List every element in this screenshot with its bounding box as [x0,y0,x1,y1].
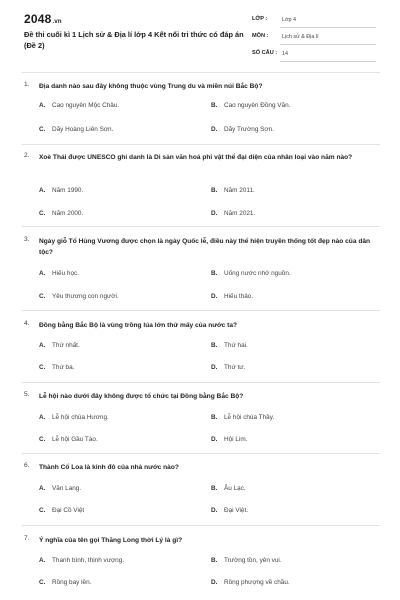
option-text: Rồng bay lên. [52,579,92,586]
option-text: Văn Lang. [52,485,82,492]
option-b[interactable] [211,414,274,421]
question-number: 2. [24,152,30,159]
option-text: Lễ hội chùa Hương. [52,414,109,421]
option-c[interactable] [39,126,113,133]
option-letter: D. [211,210,218,217]
option-text: Đại Cồ Việt [52,507,85,514]
option-letter: B. [211,270,218,277]
option-text: Cao nguyên Mộc Châu. [52,102,120,109]
option-b[interactable] [211,102,290,109]
option-a[interactable] [39,102,119,109]
option-letter: A. [39,102,46,109]
option-letter: B. [211,102,218,109]
question-number: 4. [24,320,30,327]
option-text: Năm 2011. [224,187,255,194]
question-number: 1. [24,81,30,88]
question-4 [24,320,380,382]
option-a[interactable] [39,414,109,421]
question-text: Ngày giỗ Tổ Hùng Vương được chọn là ngày Quốc lễ, điều này thể hiện truyền thống tốt đẹp nào của dân tộc? [39,238,371,256]
divider [22,144,380,145]
option-c[interactable] [39,293,119,300]
question-text: Thành Cổ Loa là kinh đô của nhà nước nào? [39,464,179,471]
question-text: Lễ hội nào dưới đây không được tổ chức tại Đồng bằng Bắc Bộ? [39,393,244,400]
option-letter: A. [39,342,46,349]
option-letter: C. [39,126,46,133]
option-a[interactable] [39,342,80,349]
option-text: Thứ ba. [52,364,75,371]
option-letter: D. [211,579,218,586]
question-number: 7. [24,535,30,542]
exam-title: Đề thi cuối kì 1 Lịch sử & Địa lí lớp 4 Kết nối tri thức có đáp án (Đề 2) [24,30,244,50]
meta-label: SỐ CÂU : [252,50,278,56]
question-number: 5. [24,391,30,398]
question-header [24,152,380,163]
option-text: Thanh bình, thịnh vượng. [52,557,125,564]
option-text: Năm 2021. [224,210,256,217]
option-text: Năm 2000. [52,210,84,217]
option-letter: D. [211,436,218,443]
option-text: Hội Lim. [224,436,248,443]
meta-subject [252,31,380,48]
option-text: Dãy Hoàng Liên Sơn. [52,126,114,133]
option-d[interactable] [211,293,253,300]
divider [22,226,380,227]
option-b[interactable] [211,187,255,194]
question-text: Ý nghĩa của tên gọi Thăng Long thời Lý là gì? [39,537,183,544]
option-letter: C. [39,364,46,371]
question-header [24,320,380,331]
meta-value: Lớp 4 [282,17,297,23]
option-letter: B. [211,187,218,194]
option-c[interactable] [39,364,74,371]
option-text: Hiếu học. [52,270,79,277]
logo-suffix: .vn [52,19,62,25]
option-text: Lễ hội chùa Thầy. [224,414,275,421]
logo-text: 2048 [24,12,52,26]
option-d[interactable] [211,364,245,371]
question-text: Đồng bằng Bắc Bộ là vùng trồng lúa lớn thứ mấy của nước ta? [39,322,238,329]
meta-label: MÔN : [252,33,269,39]
question-text: Xoè Thái được UNESCO ghi danh là Di sản văn hoá phi vật thể đại diện của nhân loại vào năm nào? [39,154,353,161]
option-text: Đại Việt. [224,507,249,514]
meta-value: Lịch sử & Địa lí [282,34,319,40]
option-letter: C. [39,579,46,586]
option-d[interactable] [211,210,255,217]
divider [22,382,380,383]
option-letter: D. [211,507,218,514]
meta-label: LỚP : [252,16,268,22]
option-c[interactable] [39,579,91,586]
question-header [24,391,380,402]
option-d[interactable] [211,126,274,133]
option-letter: A. [39,485,46,492]
question-header [24,462,380,473]
divider [22,310,380,311]
question-number: 6. [24,462,30,469]
question-1 [24,81,380,143]
option-letter: C. [39,293,46,300]
option-letter: C. [39,436,46,443]
option-letter: D. [211,364,218,371]
meta-grade [252,14,380,31]
option-letter: B. [211,414,218,421]
question-text: Địa danh nào sau đây không thuộc vùng Trung du và miền núi Bắc Bộ? [39,83,263,90]
meta-question-count [252,48,380,65]
option-text: Năm 1990. [52,187,84,194]
option-b[interactable] [211,485,246,492]
option-text: Âu Lạc. [224,485,246,492]
question-2 [24,152,380,224]
option-a[interactable] [39,187,83,194]
question-header [24,236,380,258]
option-text: Thứ tư. [224,364,246,371]
option-letter: B. [211,485,218,492]
option-d[interactable] [211,436,247,443]
question-header [24,535,380,546]
option-text: Lễ hội Gầu Tào. [52,436,98,443]
option-letter: C. [39,507,46,514]
divider [22,525,380,526]
option-a[interactable] [39,557,124,564]
option-d[interactable] [211,507,248,514]
option-text: Thứ hai. [224,342,248,349]
option-text: Dãy Trường Sơn. [224,126,274,133]
question-6 [24,462,380,524]
option-b[interactable] [211,270,291,277]
option-letter: D. [211,126,218,133]
exam-header [24,12,380,64]
option-c[interactable] [39,210,83,217]
divider [22,72,380,73]
option-text: Cao nguyên Đồng Văn. [224,102,291,109]
option-letter: B. [211,342,218,349]
option-b[interactable] [211,557,282,564]
meta-value: 14 [282,51,288,57]
option-b[interactable] [211,342,248,349]
option-letter: A. [39,414,46,421]
option-text: Yêu thương con người. [52,293,119,300]
option-text: Trường tồn, yên vui. [224,557,282,564]
option-c[interactable] [39,507,84,514]
question-number: 3. [24,236,30,243]
option-text: Uống nước nhớ nguồn. [224,270,291,277]
option-letter: A. [39,270,46,277]
option-letter: B. [211,557,218,564]
option-letter: A. [39,557,46,564]
site-logo[interactable] [24,12,62,26]
option-text: Hiếu thảo. [224,293,254,300]
option-letter: D. [211,293,218,300]
option-d[interactable] [211,579,290,586]
question-header [24,81,380,92]
option-letter: C. [39,210,46,217]
option-c[interactable] [39,436,98,443]
option-text: Thứ nhất. [52,342,80,349]
question-3 [24,236,380,308]
meta-underline [280,44,376,45]
option-text: Rồng phượng về chầu. [224,579,290,586]
divider [22,453,380,454]
exam-meta [252,14,380,65]
option-a[interactable] [39,485,81,492]
question-7 [24,535,380,597]
option-letter: A. [39,187,46,194]
option-a[interactable] [39,270,79,277]
meta-underline [280,61,376,62]
meta-underline [280,27,376,28]
question-5 [24,391,380,453]
